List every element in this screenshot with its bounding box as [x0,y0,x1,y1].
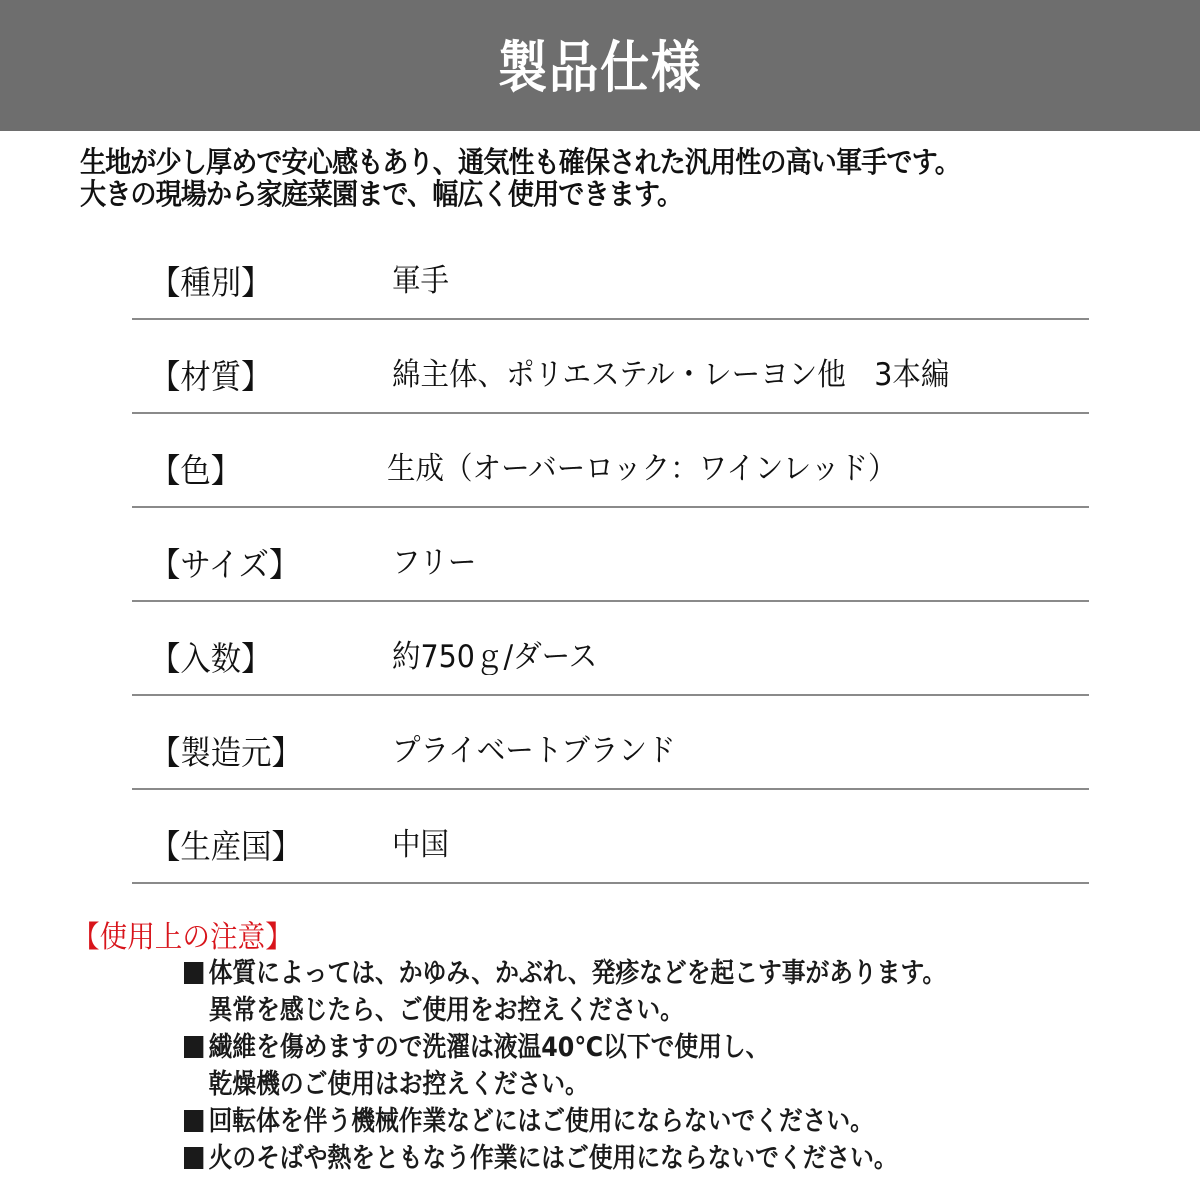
spec-value: 中国 [392,827,450,863]
spec-row-color [132,414,1089,508]
caution-text: 体質によっては、かゆみ、かぶれ、発疹などを起こす事があります。 [208,958,947,989]
header-bar [0,0,1200,131]
product-description [80,146,1052,210]
square-bullet-icon [184,1036,203,1058]
caution-item [184,1029,946,1103]
spec-table [132,226,1089,884]
spec-label: 【製造元】 [150,733,302,772]
spec-row-type [132,226,1089,320]
spec-row-size [132,508,1089,602]
spec-row-country [132,790,1089,884]
caution-item [184,1140,946,1177]
caution-title: 【使用上の注意】 [72,920,293,955]
spec-value: プライベートブランド [392,733,676,769]
spec-label: 【サイズ】 [150,545,300,584]
spec-value: フリー [392,545,477,581]
caution-text: 火のそばや熱をともなう作業にはご使用にならないでください。 [208,1143,898,1174]
spec-row-quantity [132,602,1089,696]
spec-value: 生成（オーバーロック：ワインレッド） [387,451,897,487]
spec-value: 約750ｇ/ダース [392,639,598,675]
spec-value: 綿主体、ポリエステル・レーヨン他 3本編 [392,357,950,393]
spec-row-manufacturer [132,696,1089,790]
spec-row-material [132,320,1089,414]
description-line-2: 大きの現場から家庭菜園まで、幅広く使用できます。 [80,177,683,211]
spec-label: 【入数】 [150,639,272,678]
square-bullet-icon [184,962,203,984]
square-bullet-icon [184,1147,203,1169]
caution-text: 回転体を伴う機械作業などにはご使用にならないでください。 [208,1106,874,1137]
caution-text: 乾燥機のご使用はお控えください。 [208,1069,589,1100]
caution-item [184,955,946,1029]
caution-list [184,955,946,1177]
page-title: 製品仕様 [497,35,703,101]
spec-value: 軍手 [392,263,450,299]
spec-label: 【種別】 [150,263,272,302]
caution-text: 異常を感じたら、ご使用をお控えください。 [208,995,684,1026]
spec-label: 【色】 [150,451,242,490]
description-line-1: 生地が少し厚めで安心感もあり、通気性も確保された汎用性の高い軍手です。 [80,145,960,179]
caution-item [184,1103,946,1140]
square-bullet-icon [184,1110,203,1132]
caution-text: 繊維を傷めますので洗濯は液温40℃以下で使用し、 [208,1032,770,1063]
spec-label: 【生産国】 [150,827,302,866]
spec-label: 【材質】 [150,357,272,396]
